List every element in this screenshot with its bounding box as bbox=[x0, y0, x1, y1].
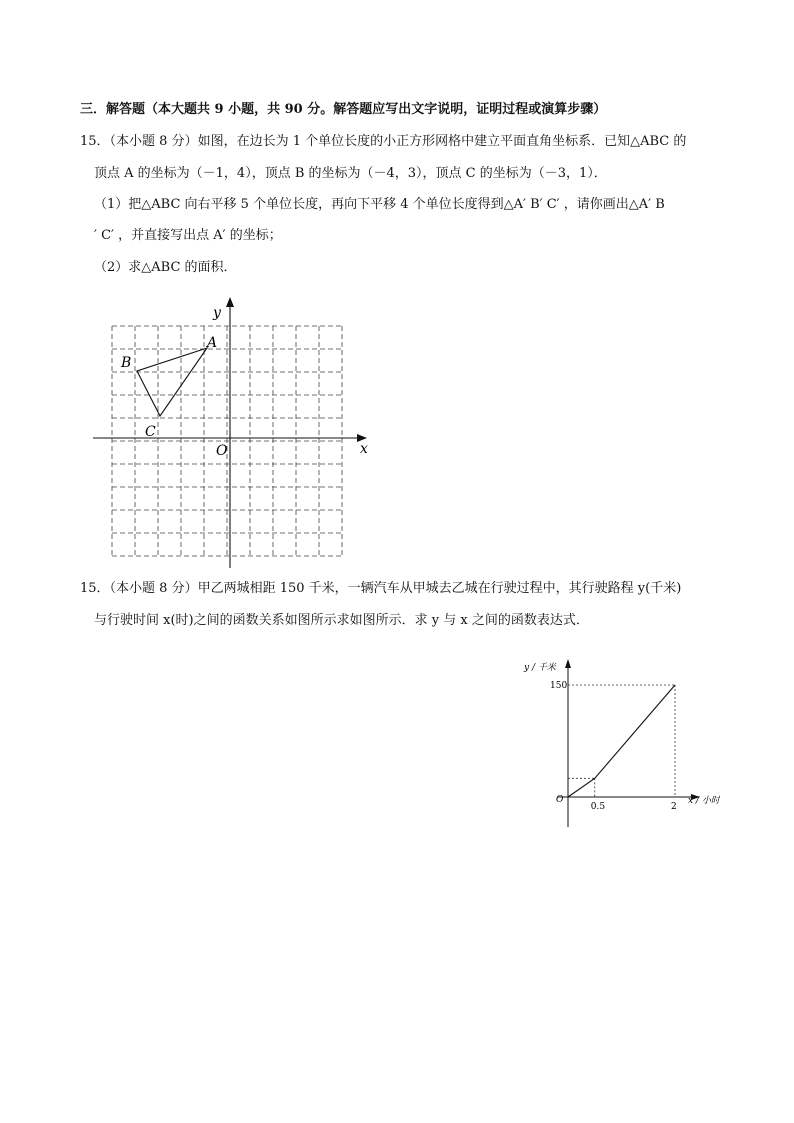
section-heading: 三．解答题（本大题共 9 小题，共 90 分。解答题应写出文字说明，证明过程或演算步骤） bbox=[80, 102, 607, 117]
series-line bbox=[568, 685, 675, 797]
dashed-grid bbox=[112, 326, 342, 556]
question-1-line-2: 顶点 A 的坐标为（－1，4），顶点 B 的坐标为（－4，3），顶点 C 的坐标为（－3，1）． bbox=[94, 166, 607, 181]
chart-y-arrow bbox=[565, 659, 571, 668]
y-tick-label: 150 bbox=[550, 681, 568, 691]
question-1-part-1-a: （1）把△ABC 向右平移 5 个单位长度，再向下平移 4 个单位长度得到△A′ B′ C′ ，请你画出△A′ B bbox=[94, 197, 665, 212]
question-1-line-1: （本小题 8 分）如图，在边长为 1 个单位长度的小正方形网格中建立平面直角坐标系．已知△ABC 的 bbox=[109, 134, 687, 149]
chart-origin-label: O bbox=[556, 795, 564, 805]
point-b-label: B bbox=[121, 355, 132, 371]
x-tick-label: 2 bbox=[671, 802, 677, 812]
y-axis-arrow bbox=[226, 297, 234, 307]
origin-label: O bbox=[216, 443, 228, 459]
question-2-line-2: 与行驶时间 x(时)之间的函数关系如图所示求如图所示．求 y 与 x 之间的函数表达式． bbox=[94, 613, 589, 628]
distance-time-chart bbox=[520, 655, 720, 835]
coordinate-grid-figure bbox=[85, 293, 375, 573]
question-1-number: 15． bbox=[80, 134, 110, 149]
question-1-intro bbox=[80, 133, 686, 151]
chart-ylabel: y / 千米 bbox=[524, 663, 556, 673]
point-a-label: A bbox=[207, 335, 218, 351]
chart-tick-labels bbox=[550, 681, 677, 812]
question-1-part-1-b: ′ C′ ，并直接写出点 A′ 的坐标； bbox=[94, 228, 282, 243]
chart-xlabel: x / 小时 bbox=[688, 796, 720, 806]
x-tick-label: 0.5 bbox=[590, 802, 606, 812]
question-1-part-2: （2）求△ABC 的面积． bbox=[94, 260, 237, 275]
x-axis-label: x bbox=[360, 441, 368, 457]
question-2-intro bbox=[80, 580, 681, 598]
point-c-label: C bbox=[145, 424, 156, 440]
axes bbox=[93, 297, 367, 568]
chart-guide-lines bbox=[568, 685, 675, 797]
question-2-line-1: （本小题 8 分）甲乙两城相距 150 千米，一辆汽车从甲城去乙城在行驶过程中，其行驶路程 y(千米) bbox=[109, 581, 682, 596]
chart-axes bbox=[558, 659, 700, 827]
triangle-abc bbox=[137, 348, 207, 416]
y-axis-label: y bbox=[213, 305, 221, 321]
question-2-number: 15． bbox=[80, 581, 110, 596]
